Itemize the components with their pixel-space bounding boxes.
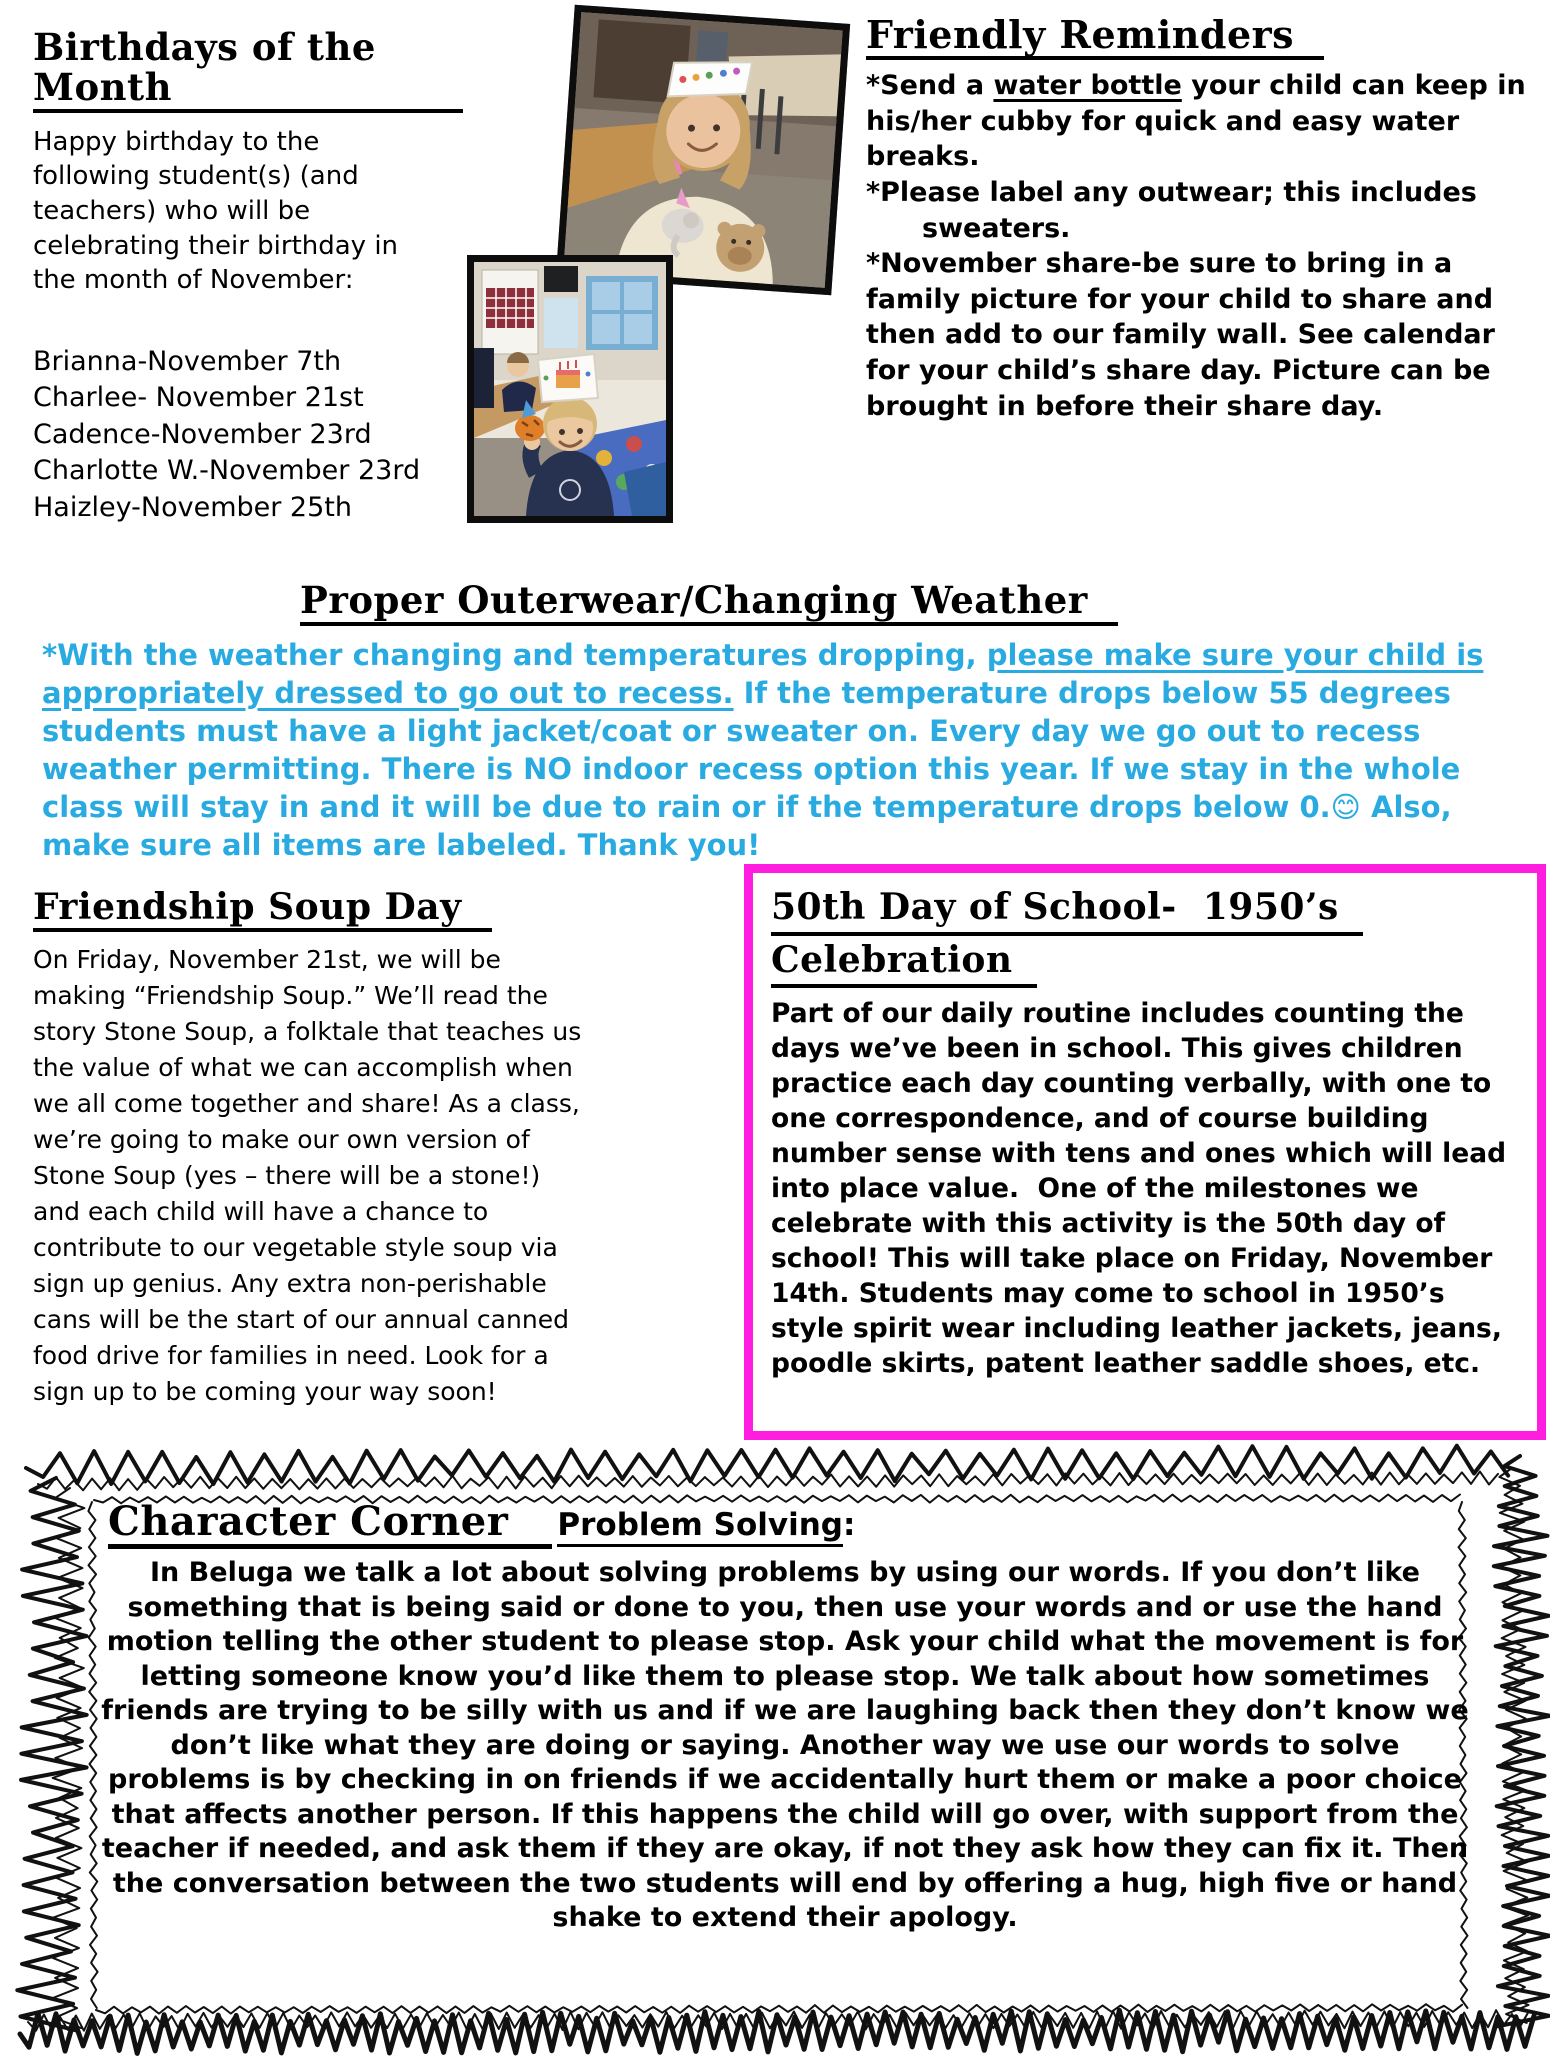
outerwear-underlined-text: please make sure your child is appropriately dressed to go out to recess.: [42, 638, 1484, 710]
water-bottle-underlined-text: water bottle: [993, 70, 1182, 102]
fiftieth-day-box: [744, 864, 1546, 1440]
problem-solving-subheading: Problem Solving: [557, 1507, 843, 1547]
photo-birthday-boy-illustration: [474, 262, 666, 516]
birthdays-heading: Birthdays of the Month: [33, 28, 463, 113]
photo-birthday-girl: [556, 5, 850, 296]
outerwear-paragraph: *With the weather changing and temperatures dropping, please make sure your child is appropriately dressed to go out to recess. If the temperature drops below 55 degrees students must have a light jacket/coat or sweater on. Every day we go out to recess weather permitting. There is NO indoor recess option this year. If we stay in the whole class will stay in and it will be due to rain or if the temperature drops below 0.😊 Also, make sure all items are labeled. Thank you!: [42, 638, 1484, 862]
birthday-list-item: Haizley-November 25th: [33, 491, 352, 523]
birthdays-section: [33, 25, 463, 526]
smiling-face-emoji: 😊: [1330, 790, 1361, 824]
reminder-item-label-outwear: *Please label any outwear; this includes sweaters.: [866, 176, 1477, 244]
friendship-soup-heading: Friendship Soup Day: [33, 886, 593, 932]
outerwear-heading: Proper Outerwear/Changing Weather: [300, 578, 1118, 626]
friendly-reminders-section: [866, 12, 1546, 424]
reminder-item-water-bottle: *Send a water bottle your child can keep in his/her cubby for quick and easy water breaks.: [866, 70, 1526, 173]
photo-birthday-girl-illustration: [563, 12, 842, 288]
fiftieth-day-heading: 50th Day of School- 1950’s Celebration: [771, 883, 1519, 988]
birthday-list: [33, 344, 463, 526]
birthday-list-item: Charlee- November 21st: [33, 382, 364, 414]
birthday-list-item: Cadence-November 23rd: [33, 418, 372, 450]
friendship-soup-body: On Friday, November 21st, we will be making “Friendship Soup.” We’ll read the story Stone Soup, a folktale that teaches us the value of what we can accomplish when we all come together and share! As a class, we’re going to make our own version of Stone Soup (yes – there will be a stone!) and each child will have a chance to contribute to our vegetable style soup via sign up genius. Any extra non-perishable cans will be the start of our annual canned food drive for families in need. Look for a sign up to be coming your way soon!: [33, 944, 582, 1406]
birthday-list-item: Brianna-November 7th: [33, 345, 342, 377]
fiftieth-day-body: Part of our daily routine includes counting the days we’ve been in school. This gives children practice each day counting verbally, with one to one correspondence, and of course building number sense with tens and ones which will lead into place value. One of the milestones we celebrate with this activity is the 50th day of school! This will take place on Friday, November 14th. Students may come to school in 1950’s style spirit wear including leather jackets, jeans, poodle skirts, patent leather saddle shoes, etc.: [771, 998, 1516, 1380]
character-corner-heading: Character Corner Problem Solving:: [108, 1498, 855, 1549]
friendly-reminders-heading: Friendly Reminders: [866, 12, 1546, 60]
reminder-item-november-share: *November share-be sure to bring in a family picture for your child to share and then add to our family wall. See calendar for your child’s share day. Picture can be brought in before their share day.: [866, 248, 1495, 422]
photo-birthday-boy: [467, 255, 673, 523]
friendship-soup-section: [33, 886, 593, 1410]
character-corner-body: In Beluga we talk a lot about solving problems by using our words. If you don’t like something that is being said or done to you, then use your words and or use the hand motion telling the other student to please stop. Ask your child what the movement is for letting someone know you’d like them to please stop. We talk about how sometimes friends are trying to be silly with us and if we are laughing back then they don’t know we don’t like what they are doing or saying. Another way we use our words to solve problems is by checking in on friends if we accidentally hurt them or make a poor choice that affects another person. If this happens the child will go over, with support from the teacher if needed, and ask them if they are okay, if not they ask how they can fix it. Then the conversation between the two students will end by offering a hug, high five or hand shake to extend their apology.: [101, 1557, 1469, 1933]
friendly-reminders-body: [866, 68, 1546, 424]
birthdays-intro: Happy birthday to the following student(s) (and teachers) who will be celebrating their birthday in the month of November:: [33, 126, 399, 296]
birthday-list-item: Charlotte W.-November 23rd: [33, 455, 421, 487]
